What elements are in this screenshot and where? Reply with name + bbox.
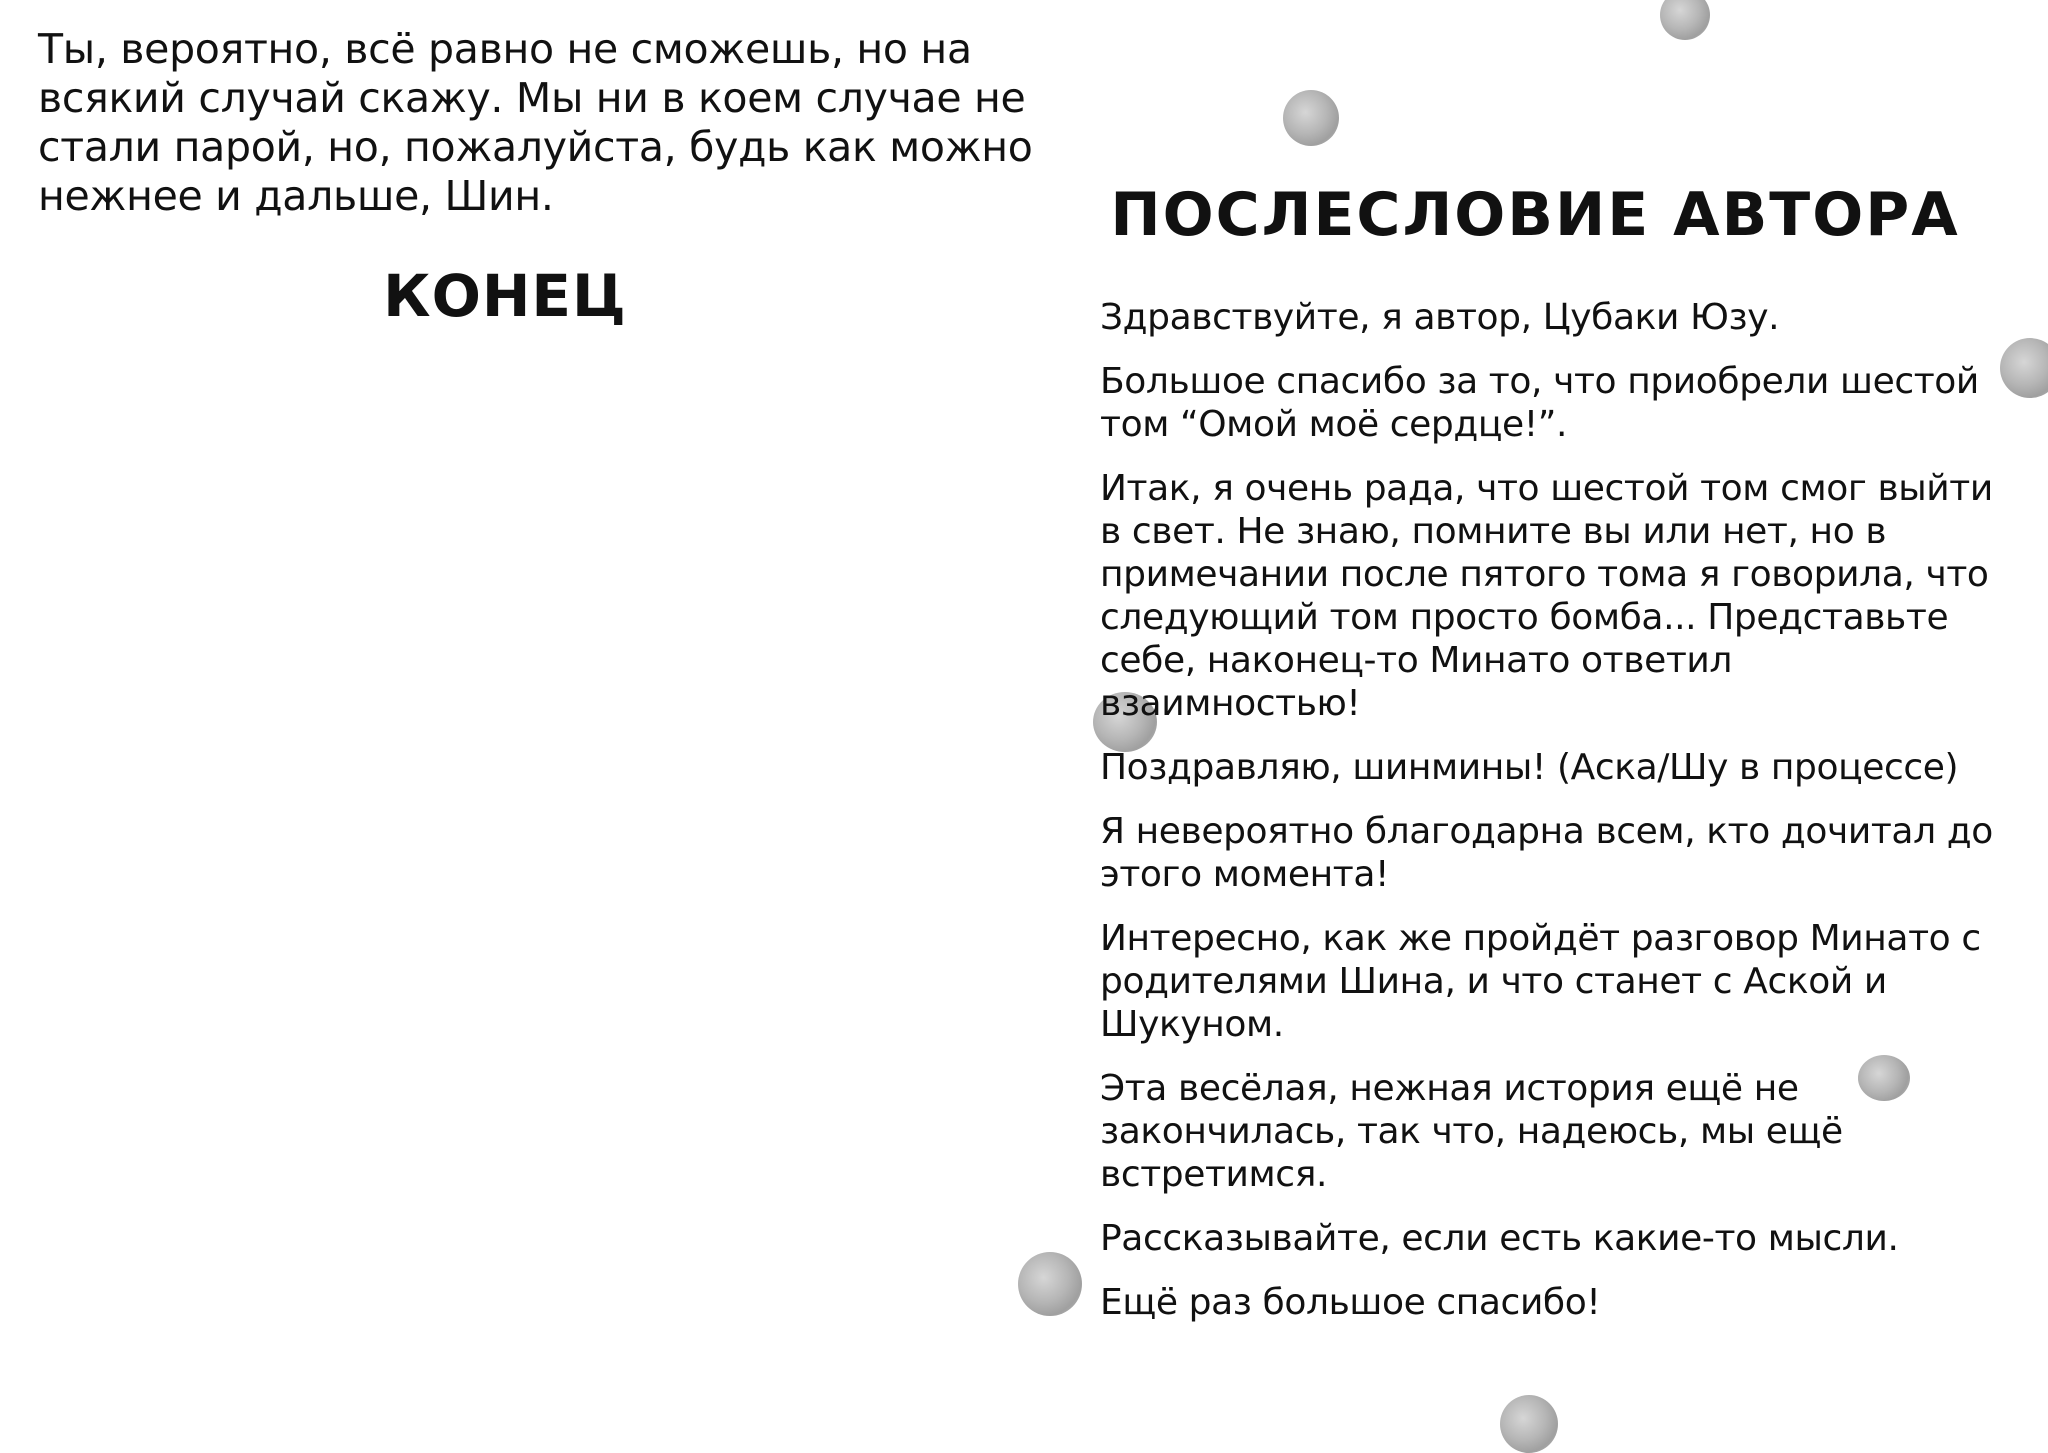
afterword-paragraph: Я невероятно благодарна всем, кто дочитал до этого момента!	[1100, 811, 1993, 895]
afterword-paragraph: Интересно, как же пройдёт разговор Минато с родителями Шина, и что станет с Аской и Шукуном.	[1100, 918, 1981, 1045]
afterword-title: ПОСЛЕСЛОВИЕ АВТОРА	[1110, 180, 1960, 250]
afterword-paragraph: Большое спасибо за то, что приобрели шестой том “Омой моё сердце!”.	[1100, 361, 1979, 445]
afterword-paragraph: Эта весёлая, нежная история ещё не закончилась, так что, надеюсь, мы ещё встретимся.	[1100, 1068, 1843, 1195]
ink-blot-decoration	[1018, 1252, 1082, 1316]
afterword-paragraph: Ещё раз большое спасибо!	[1100, 1282, 1601, 1323]
ink-blot-decoration	[2000, 338, 2048, 398]
story-closing-text: Ты, вероятно, всё равно не сможешь, но на всякий случай скажу. Мы ни в коем случае не стали парой, но, пожалуйста, будь как можно нежнее и дальше, Шин.	[38, 25, 1033, 220]
end-label: КОНЕЦ	[383, 262, 627, 330]
afterword-paragraph: Итак, я очень рада, что шестой том смог выйти в свет. Не знаю, помните вы или нет, но в примечании после пятого тома я говорила, что следующий том просто бомба... Представьте себе, наконец-то Минато ответил взаимностью!	[1100, 468, 1993, 724]
left-page	[38, 25, 1038, 221]
ink-blot-decoration	[1283, 90, 1339, 146]
afterword-paragraph: Здравствуйте, я автор, Цубаки Юзу.	[1100, 297, 1780, 338]
afterword-paragraph: Рассказывайте, если есть какие-то мысли.	[1100, 1218, 1899, 1259]
afterword-paragraph: Поздравляю, шинмины! (Аска/Шу в процессе)	[1100, 747, 1959, 788]
ink-blot-decoration	[1500, 1395, 1558, 1453]
right-page	[1100, 180, 2000, 1345]
ink-blot-decoration	[1660, 0, 1710, 40]
